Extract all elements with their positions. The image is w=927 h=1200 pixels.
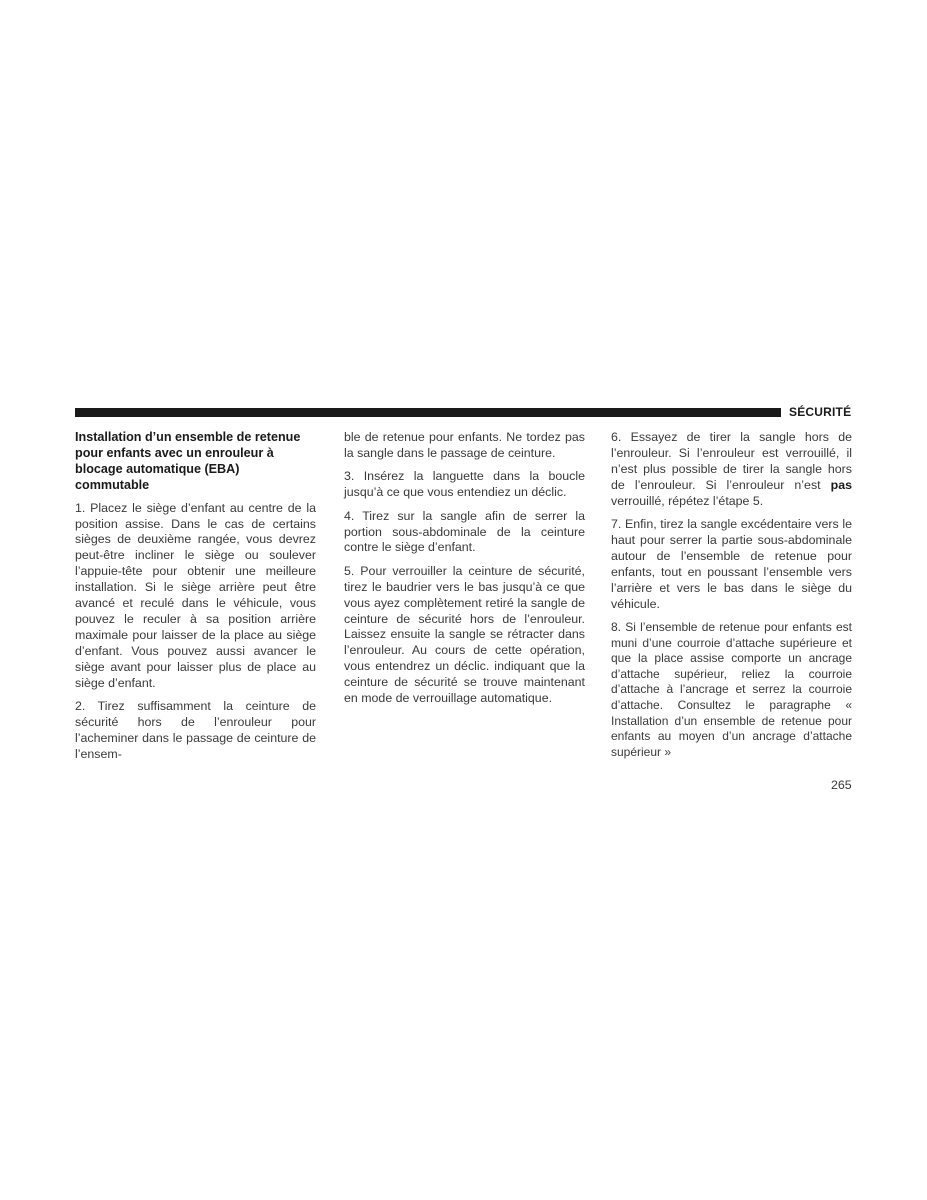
step-6-text-start: 6. Essayez de tirer la sangle hors de l’enrouleur. Si l’enrouleur est verrouillé, il n’est plus possible de tirer la sangle hors de l’enrouleur. Si l’enrouleur n’est xyxy=(611,430,852,492)
text-column-3 xyxy=(611,430,852,768)
step-6-text-end: verrouillé, répétez l’étape 5. xyxy=(611,493,764,508)
text-column-1 xyxy=(75,430,316,770)
paragraph-step-2: 2. Tirez suffisamment la ceinture de sécurité hors de l’enrouleur pour l’acheminer dans le passage de ceinture de l’ensem- xyxy=(75,699,316,761)
paragraph-step-5: 5. Pour verrouiller la ceinture de sécurité, tirez le baudrier vers le bas jusqu’à ce que vous ayez complètement retiré la sangle de ceinture de sécurité hors de l’enrouleur. Laissez ensuite la sangle se rétracter dans l’enrouleur. Au cours de cette opération, vous entendrez un déclic. indiquant que la ceinture de sécurité se trouve maintenant en mode de verrouillage automatique. xyxy=(344,563,585,706)
section-title: SÉCURITÉ xyxy=(789,405,852,419)
paragraph-step-6 xyxy=(611,430,852,510)
paragraph-step-1: 1. Placez le siège d’enfant au centre de la position assise. Dans le cas de certains sièges de deuxième rangée, vous devrez peut-être incliner le siège ou soulever l’appuie-tête pour obtenir une meilleure installation. Si le siège arrière peut être avancé et reculé dans le véhicule, vous pouvez le reculer à sa position arrière maximale pour laisser de la place au siège d’enfant. Vous pouvez aussi avancer le siège avant pour laisser plus de place au siège d’enfant. xyxy=(75,500,316,690)
paragraph-step-3: 3. Insérez la languette dans la boucle jusqu’à ce que vous entendiez un déclic. xyxy=(344,469,585,500)
paragraph-step-8: 8. Si l’ensemble de retenue pour enfants est muni d’une courroie d’attache supérieure et que la place assise comporte un ancrage d’attache supérieur, reliez la courroie d’attache à l’ancrage et serrez la courroie d’attache. Consultez le paragraphe « Installation d’un ensemble de retenue pour enfants au moyen d’un ancrage d’attache supérieur » xyxy=(611,619,852,759)
section-header-bar xyxy=(75,408,781,417)
page-number: 265 xyxy=(831,778,852,792)
paragraph-step-4: 4. Tirez sur la sangle afin de serrer la portion sous-abdominale de la ceinture contre le siège d’enfant. xyxy=(344,508,585,555)
text-column-2 xyxy=(344,430,585,715)
step-6-bold-word: pas xyxy=(830,477,852,492)
paragraph-step-2-continued: ble de retenue pour enfants. Ne tordez pas la sangle dans le passage de ceinture. xyxy=(344,430,585,460)
paragraph-step-7: 7. Enfin, tirez la sangle excédentaire vers le haut pour serrer la partie sous-abdominale autour de l’ensemble de retenue pour enfants, tout en poussant l’ensemble vers l’arrière et vers le bas dans le siège du véhicule. xyxy=(611,517,852,611)
section-heading: Installation d’un ensemble de retenue pour enfants avec un enrouleur à blocage automatique (EBA) commutable xyxy=(75,430,301,492)
